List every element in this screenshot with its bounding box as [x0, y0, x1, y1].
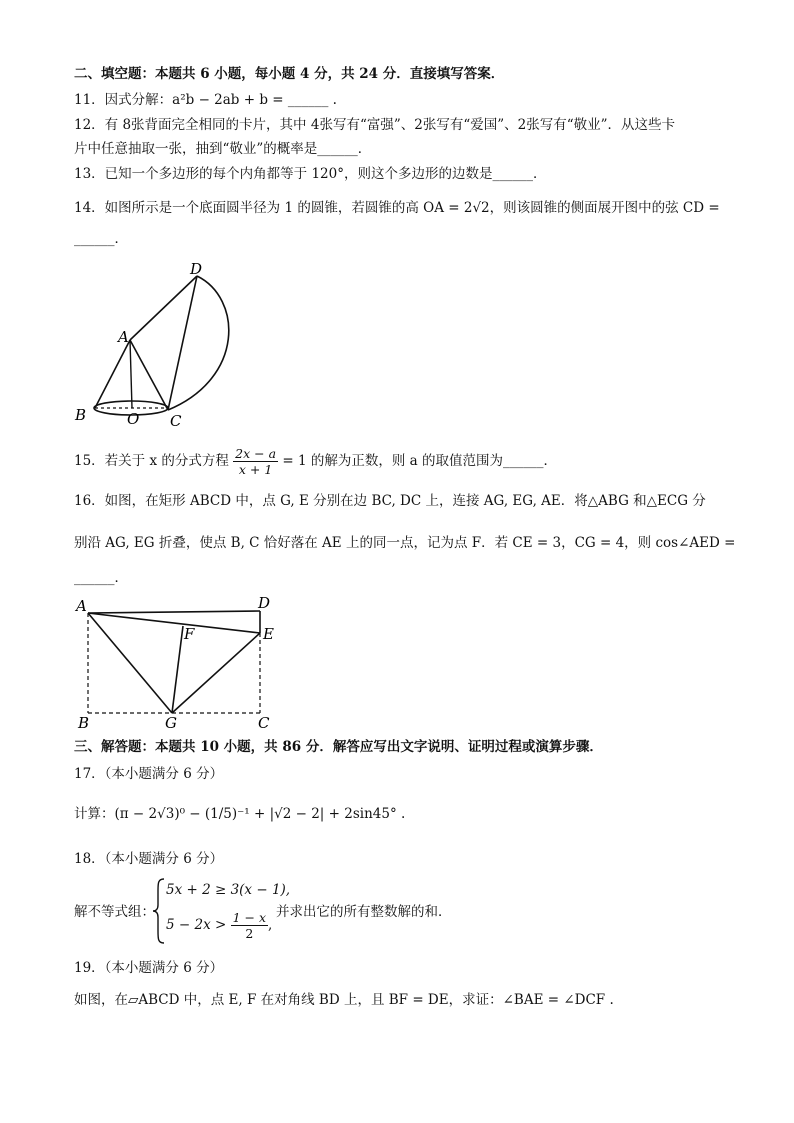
- label-c: C: [258, 714, 270, 732]
- question-12-line-2: 片中任意抽取一张，抽到“敬业”的概率是______．: [74, 141, 372, 157]
- question-14-line-2: ______．: [74, 231, 128, 247]
- label-o: O: [127, 410, 140, 428]
- segment-e-g: [172, 633, 260, 713]
- question-12-line-1: 12．有 8张背面完全相同的卡片，其中 4张写有“富强”、2张写有“爱国”、2张写有“敬业”．从这些卡: [74, 117, 676, 133]
- question-14-line-1: 14．如图所示是一个底面圆半径为 1 的圆锥，若圆锥的高 OA = 2√2，则该圆锥的侧面展开图中的弦 CD =: [74, 200, 720, 216]
- label-f: F: [184, 625, 195, 643]
- segment-a-d: [130, 276, 197, 340]
- question-15-prefix: 15．若关于 x 的分式方程: [74, 453, 229, 469]
- segment-f-g: [172, 626, 183, 713]
- section-3-heading: 三、解答题：本题共 10 小题，共 86 分．解答应写出文字说明、证明过程或演算步骤．: [74, 739, 603, 755]
- label-g: G: [165, 714, 177, 732]
- label-a: A: [76, 597, 87, 615]
- label-d: D: [190, 260, 203, 278]
- inequality-2-left: 5 − 2x >: [166, 917, 227, 933]
- fraction-numerator: 2x − a: [235, 446, 277, 461]
- question-18-suffix: 并求出它的所有整数解的和．: [276, 904, 452, 920]
- fraction-denominator: x + 1: [238, 462, 273, 477]
- question-15-suffix: = 1 的解为正数，则 a 的取值范围为______．: [282, 453, 557, 469]
- question-16-line-3: ______．: [74, 570, 128, 586]
- inequality-2-denominator: 2: [245, 926, 254, 941]
- chord-c-d: [168, 276, 197, 410]
- label-c: C: [170, 412, 182, 430]
- question-17-expression: 计算：(π − 2√3)⁰ − (1/5)⁻¹ + |√2 − 2| + 2sin45° .: [74, 806, 406, 822]
- label-b: B: [78, 714, 90, 732]
- question-16-line-2: 别沿 AG, EG 折叠，使点 B, C 恰好落在 AE 上的同一点，记为点 F．若 CE = 3，CG = 4，则 cos∠AED =: [74, 535, 736, 551]
- inequality-2: [166, 908, 272, 942]
- question-18-title: 18．（本小题满分 6 分）: [74, 851, 224, 867]
- label-d: D: [258, 594, 271, 612]
- question-11: 11．因式分解：a²b − 2ab + b = ______ .: [74, 92, 337, 108]
- label-a: A: [118, 328, 129, 346]
- inequality-2-numerator: 1 − x: [232, 910, 267, 925]
- system-brace: [152, 877, 166, 945]
- segment-a-d: [88, 611, 260, 613]
- inequality-2-comma: ,: [268, 917, 273, 933]
- segment-a-g: [88, 613, 172, 713]
- inequality-2-fraction: [231, 910, 268, 941]
- question-15: [74, 442, 557, 480]
- segment-a-e: [88, 613, 260, 633]
- height-o-a: [130, 340, 132, 408]
- question-17-title: 17．（本小题满分 6 分）: [74, 766, 224, 782]
- label-b: B: [75, 406, 87, 424]
- rectangle-figure: [70, 593, 290, 733]
- question-19-text: 如图，在▱ABCD 中，点 E, F 在对角线 BD 上，且 BF = DE，求证：∠BAE = ∠DCF .: [74, 992, 614, 1008]
- question-18-prefix: 解不等式组：: [74, 904, 155, 920]
- cone-figure: [70, 258, 250, 433]
- segment-a-c: [130, 340, 168, 410]
- question-13: 13．已知一个多边形的每个内角都等于 120°，则这个多边形的边数是______．: [74, 166, 547, 182]
- segment-a-b: [95, 340, 130, 408]
- section-2-heading: 二、填空题：本题共 6 小题，每小题 4 分，共 24 分．直接填写答案．: [74, 66, 505, 82]
- label-e: E: [263, 625, 274, 643]
- question-19-title: 19．（本小题满分 6 分）: [74, 960, 224, 976]
- question-16-line-1: 16．如图，在矩形 ABCD 中，点 G, E 分别在边 BC, DC 上，连接 AG, EG, AE．将△ABG 和△ECG 分: [74, 493, 706, 509]
- arc-d-c: [168, 276, 229, 410]
- inequality-1: 5x + 2 ≥ 3(x − 1),: [166, 882, 291, 898]
- question-15-fraction: [233, 446, 278, 477]
